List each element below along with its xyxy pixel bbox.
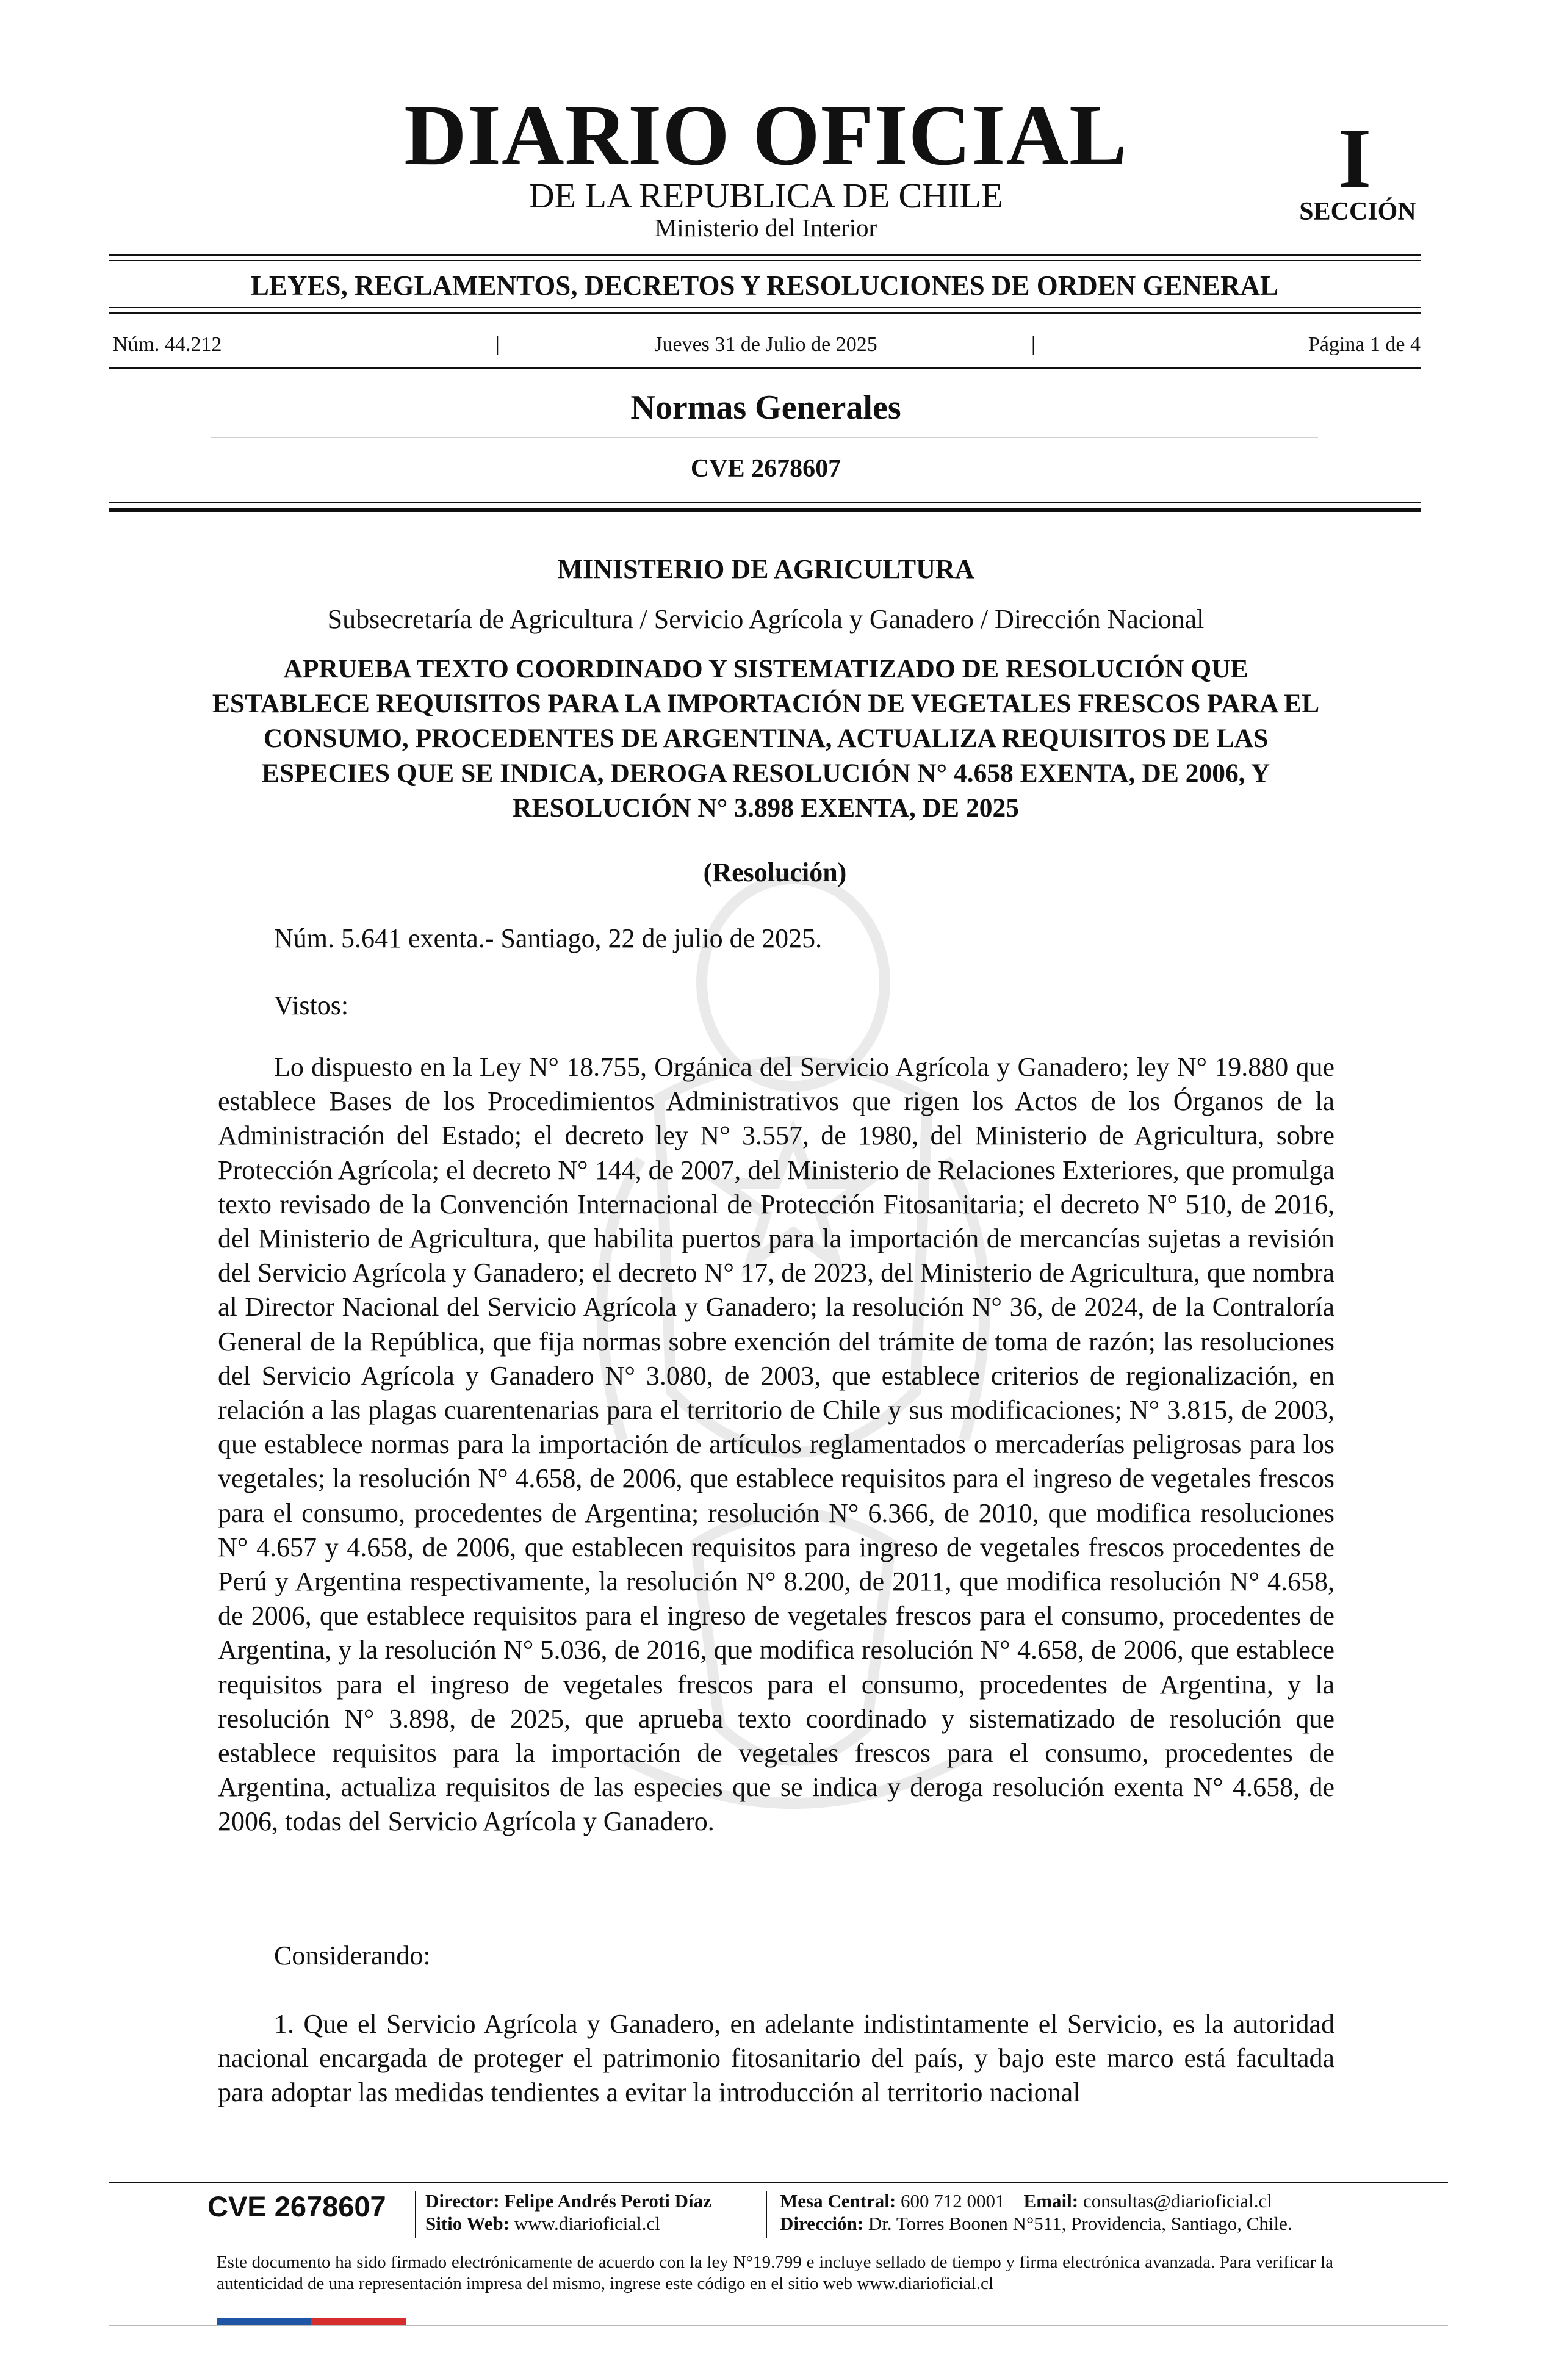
vistos-heading: Vistos: <box>274 990 349 1020</box>
email-link[interactable]: consultas@diarioficial.cl <box>1082 2190 1272 2212</box>
footer-separator <box>415 2191 416 2238</box>
considerando-heading: Considerando: <box>274 1941 431 1971</box>
flag-blue-stripe <box>217 2318 311 2325</box>
divider <box>109 508 1421 512</box>
chile-flag-stripe <box>217 2318 406 2325</box>
divider <box>109 254 1421 256</box>
address-label: Dirección: <box>780 2213 864 2234</box>
phone-number: 600 712 0001 <box>901 2190 1005 2212</box>
cve-code: CVE 2678607 <box>690 455 841 483</box>
issue-separator: | <box>495 333 500 356</box>
section-label: SECCIÓN <box>1299 198 1416 226</box>
masthead-ministry: Ministerio del Interior <box>654 214 877 242</box>
footer-cve-code: CVE 2678607 <box>207 2190 386 2223</box>
flag-red-stripe <box>311 2318 406 2325</box>
section-heading: Normas Generales <box>630 389 901 427</box>
divider <box>109 367 1421 369</box>
issue-date: Jueves 31 de Julio de 2025 <box>654 333 877 356</box>
divider <box>211 437 1318 438</box>
subsecretaria-line: Subsecretaría de Agricultura / Servicio Agrícola y Ganadero / Dirección Nacional <box>327 604 1205 634</box>
masthead-title: DIARIO OFICIAL <box>404 87 1128 183</box>
ministry-heading: MINISTERIO DE AGRICULTURA <box>557 554 974 584</box>
phone-label: Mesa Central: <box>780 2190 896 2212</box>
vistos-paragraph: Lo dispuesto en la Ley N° 18.755, Orgánica del Servicio Agrícola y Ganadero; ley N° 19.880 que establece Bases de los Procedimientos Administrativos que rigen los Actos de los Órganos de la Administración del Estado; el decreto ley N° 3.557, de 1980, del Ministerio de Agricultura, sobre Protección Agrícola; el decreto N° 144, de 2007, del Ministerio de Relaciones Exteriores, que promulga texto revisado de la Convención Internacional de Protección Fitosanitaria; el decreto N° 510, de 2016, del Ministerio de Agricultura, que habilita puertos para la importación de mercancías sujetas a revisión del Servicio Agrícola y Ganadero; el decreto N° 17, de 2023, del Ministerio de Agricultura, que nombra al Director Nacional del Servicio Agrícola y Ganadero; la resolución N° 36, de 2024, de la Contraloría General de la República, que fija normas sobre exención del trámite de toma de razón; las resoluciones del Servicio Agrícola y Ganadero N° 3.080, de 2003, que establece criterios de regionalización, en relación a las plagas cuarentenarias para el territorio de Chile y sus modificaciones; N° 3.815, de 2003, que establece normas para la importación de artículos reglamentados o mercaderías peligrosas para los vegetales; la resolución N° 4.658, de 2006, que establece requisitos para el ingreso de vegetales frescos para el consumo, procedentes de Argentina; resolución N° 6.366, de 2010, que modifica resoluciones N° 4.657 y 4.658, de 2006, que establecen requisitos para ingreso de vegetales frescos procedentes de Perú y Argentina respectivamente, la resolución N° 8.200, de 2011, que modifica resolución N° 4.658, de 2006, que establece requisitos para el ingreso de vegetales frescos para el consumo, procedentes de Argentina, y la resolución N° 5.036, de 2016, que modifica resolución N° 4.658, de 2006, que establece requisitos para el ingreso de vegetales frescos para el consumo, procedentes de Argentina, y la resolución N° 3.898, de 2025, que aprueba texto coordinado y sistematizado de resolución que establece requisitos para la importación de vegetales frescos para el consumo, procedentes de Argentina, actualiza requisitos de las especies que se indica y deroga resolución exenta N° 4.658, de 2006, todas del Servicio Agrícola y Ganadero. <box>218 1052 1334 1837</box>
director-name: Felipe Andrés Peroti Díaz <box>504 2190 711 2212</box>
website-label: Sitio Web: <box>425 2213 510 2234</box>
issue-page: Página 1 de 4 <box>1308 333 1421 356</box>
footer-contact-block <box>780 2190 1292 2235</box>
address-value: Dr. Torres Boonen N°511, Providencia, Santiago, Chile. <box>868 2213 1292 2234</box>
footer-divider <box>109 2182 1448 2183</box>
section-number: I <box>1338 111 1372 206</box>
issue-separator: | <box>1031 333 1036 356</box>
band-title: LEYES, REGLAMENTOS, DECRETOS Y RESOLUCIONES DE ORDEN GENERAL <box>250 270 1279 301</box>
signature-note: Este documento ha sido firmado electrónicamente de acuerdo con la ley N°19.799 e incluye sellado de tiempo y firma electrónica avanzada. Para verificar la autenticidad de una representación impresa del mismo, ingrese este código en el sitio web www.diarioficial.cl <box>217 2252 1333 2293</box>
document-title: APRUEBA TEXTO COORDINADO Y SISTEMATIZADO DE RESOLUCIÓN QUE ESTABLECE REQUISITOS PARA LA IMPORTACIÓN DE VEGETALES FRESCOS PARA EL CONSUMO, PROCEDENTES DE ARGENTINA, ACTUALIZA REQUISITOS DE LAS ESPECIES QUE SE INDICA, DEROGA RESOLUCIÓN N° 4.658 EXENTA, DE 2006, Y RESOLUCIÓN N° 3.898 EXENTA, DE 2025 <box>212 654 1320 823</box>
issue-number: Núm. 44.212 <box>113 333 222 356</box>
divider <box>109 260 1421 261</box>
resolution-number-line: Núm. 5.641 exenta.- Santiago, 22 de julio de 2025. <box>274 923 823 953</box>
divider <box>109 307 1421 308</box>
website-link[interactable]: www.diarioficial.cl <box>514 2213 660 2234</box>
footer-separator <box>766 2191 767 2238</box>
considerando-paragraph-1: 1. Que el Servicio Agrícola y Ganadero, en adelante indistintamente el Servicio, es la autoridad nacional encargada de proteger el patrimonio fitosanitario del país, y bajo este marco está facultada para adoptar las medidas tendientes a evitar la introducción al territorio nacional <box>218 2009 1334 2108</box>
divider <box>109 502 1421 503</box>
director-label: Director: <box>425 2190 500 2212</box>
footer-divider <box>109 2325 1448 2326</box>
document-type: (Resolución) <box>703 857 847 887</box>
email-label: Email: <box>1023 2190 1079 2212</box>
masthead-subtitle: DE LA REPUBLICA DE CHILE <box>528 176 1003 215</box>
footer-director-block <box>425 2190 711 2235</box>
divider <box>109 312 1421 314</box>
